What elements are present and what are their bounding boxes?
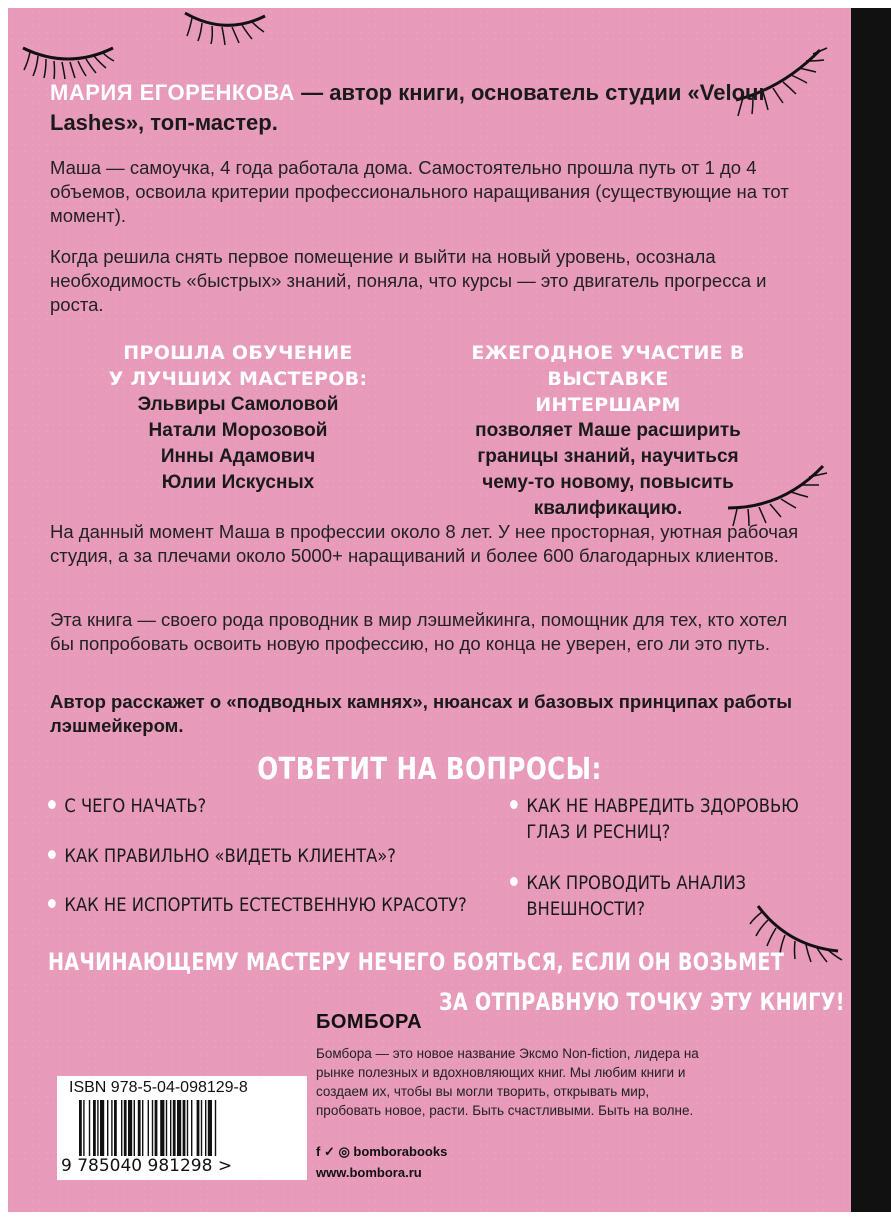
mentor-name: Инны Адамович <box>160 446 316 467</box>
author-name: МАРИЯ ЕГОРЕНКОВА <box>50 80 296 105</box>
slogan-line-1: НАЧИНАЮЩЕМУ МАСТЕРУ НЕЧЕГО БОЯТЬСЯ, ЕСЛИ ОН ВОЗЬМЕТ <box>48 948 785 976</box>
eyelash-icon <box>18 30 118 80</box>
exhibition-line: позволяет Маше расширить <box>475 420 741 441</box>
barcode <box>57 1076 307 1180</box>
training-column <box>98 340 378 496</box>
mentor-name: Юлии Искусных <box>161 472 315 493</box>
question-item: С ЧЕГО НАЧАТЬ? <box>48 793 206 819</box>
bullet-dot-icon <box>510 800 518 809</box>
mentor-name: Эльвиры Самоловой <box>137 394 339 415</box>
bio-paragraph-2: Когда решила снять первое помещение и выйти на новый уровень, осознала необходимость «быстрых» знаний, поняла, что курсы — это двигатель прогресса и роста. <box>50 246 767 315</box>
exhibition-line: чему-то новому, повысить <box>482 472 734 493</box>
training-heading-1: ПРОШЛА ОБУЧЕНИЕ <box>123 342 353 364</box>
book-back-cover <box>8 8 851 1212</box>
exhibition-heading-1: ЕЖЕГОДНОЕ УЧАСТИЕ В ВЫСТАВКЕ <box>471 342 745 390</box>
barcode-bars-icon <box>79 1100 289 1156</box>
exhibition-column <box>428 340 788 522</box>
book-spine <box>851 8 891 1212</box>
bullet-dot-icon <box>48 800 56 809</box>
bullet-dot-icon <box>48 850 56 859</box>
mentor-name: Натали Морозовой <box>148 420 328 441</box>
question-item: КАК ПРАВИЛЬНО «ВИДЕТЬ КЛИЕНТА»? <box>48 843 396 869</box>
author-title: — автор книги, основатель студии «Velour Lashes», топ-мастер. <box>50 80 768 135</box>
bullet-dot-icon <box>48 899 56 908</box>
question-item: КАК ПРОВОДИТЬ АНАЛИЗ ВНЕШНОСТИ? <box>510 870 746 922</box>
bullet-dot-icon <box>510 877 518 886</box>
bio-paragraph-4: Эта книга — своего рода проводник в мир лэшмейкинга, помощник для тех, кто хотел бы попробовать освоить новую профессию, но до конца не уверен, его ли это путь. <box>50 609 788 654</box>
slogan-line-2: ЗА ОТПРАВНУЮ ТОЧКУ ЭТУ КНИГУ! <box>439 988 845 1016</box>
bio-paragraph-3: На данный момент Маша в профессии около 8 лет. У нее просторная, уютная рабочая студия, а за плечами около 5000+ наращиваний и более 600 благодарных клиентов. <box>50 521 799 566</box>
isbn-number: ISBN 978-5-04-098129-8 <box>69 1079 248 1096</box>
questions-title: ОТВЕТИТ НА ВОПРОСЫ: <box>257 752 602 787</box>
publisher-description: Бомбора — это новое название Эксмо Non-fiction, лидера на рынке полезных и вдохновляющих книг. Мы любим книги и создаем их, чтобы вы могли творить, открывать мир, пробовать новое, расти. Быть счастливыми. Быть на волне. <box>316 1046 699 1118</box>
bio-paragraph-5: Автор расскажет о «подводных камнях», нюансах и базовых принципах работы лэшмейкером. <box>50 691 793 736</box>
barcode-digits: 9 785040 981298 > <box>61 1156 233 1176</box>
exhibition-line: квалификацию. <box>533 498 683 519</box>
publisher-logo: БОМБОРА <box>316 1011 423 1033</box>
social-links[interactable]: f ✓ ◎ bomborabooks <box>316 1144 448 1159</box>
exhibition-heading-2: ИНТЕРШАРМ <box>535 394 681 416</box>
exhibition-line: границы знаний, научиться <box>477 446 739 467</box>
question-item: КАК НЕ НАВРЕДИТЬ ЗДОРОВЬЮ ГЛАЗ И РЕСНИЦ? <box>510 793 799 845</box>
training-heading-2: У ЛУЧШИХ МАСТЕРОВ: <box>108 368 368 390</box>
question-item: КАК НЕ ИСПОРТИТЬ ЕСТЕСТВЕННУЮ КРАСОТУ? <box>48 892 467 918</box>
author-intro <box>50 78 790 138</box>
eyelash-icon <box>180 8 270 48</box>
bio-paragraph-1: Маша — самоучка, 4 года работала дома. Самостоятельно прошла путь от 1 до 4 объемов, освоила критерии профессионального наращивания (существующие на тот момент). <box>50 157 789 226</box>
website-link[interactable]: www.bombora.ru <box>316 1165 422 1180</box>
